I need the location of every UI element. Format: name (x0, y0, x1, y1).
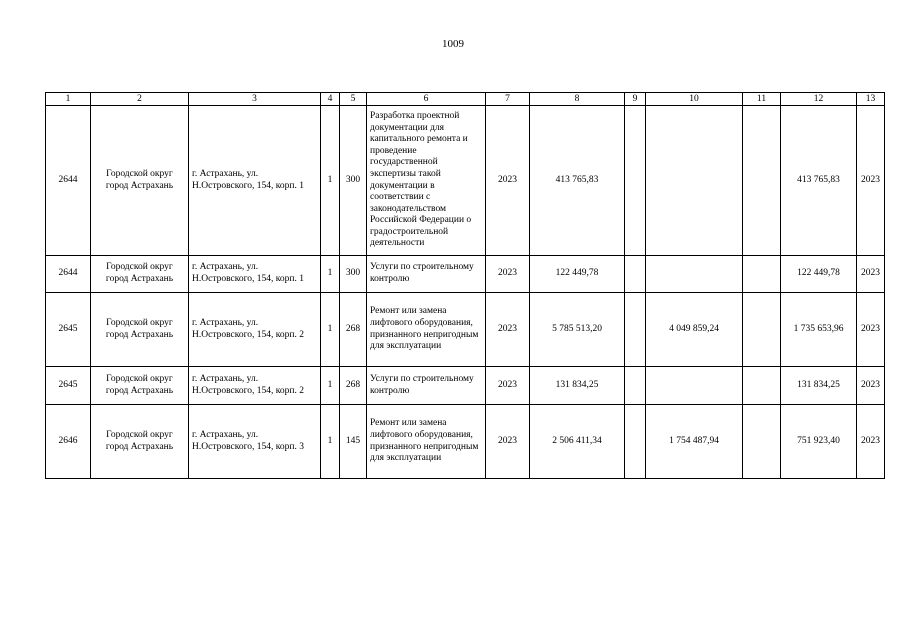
column-header: 9 (625, 93, 646, 106)
col10-cell (646, 256, 743, 293)
col11-cell (743, 405, 781, 479)
municipality-cell: Городской округ город Астрахань (91, 405, 189, 479)
address-cell: г. Астрахань, ул. Н.Островского, 154, корп. 3 (189, 405, 321, 479)
row-number: 2646 (46, 405, 91, 479)
col13-cell: 2023 (857, 106, 885, 256)
col11-cell (743, 367, 781, 405)
row-number: 2645 (46, 367, 91, 405)
col9-cell (625, 256, 646, 293)
col13-cell: 2023 (857, 405, 885, 479)
col13-cell: 2023 (857, 293, 885, 367)
col4-cell: 1 (321, 367, 340, 405)
col11-cell (743, 256, 781, 293)
row-number: 2644 (46, 106, 91, 256)
col11-cell (743, 106, 781, 256)
col13-cell: 2023 (857, 256, 885, 293)
col5-cell: 300 (340, 106, 367, 256)
table-row (46, 367, 885, 405)
work-type-cell: Услуги по строительному контролю (367, 367, 486, 405)
col12-cell: 122 449,78 (781, 256, 857, 293)
address-cell: г. Астрахань, ул. Н.Островского, 154, корп. 2 (189, 367, 321, 405)
col4-cell: 1 (321, 106, 340, 256)
total-cost-cell: 2 506 411,34 (530, 405, 625, 479)
row-number: 2644 (46, 256, 91, 293)
year-cell: 2023 (486, 405, 530, 479)
col9-cell (625, 293, 646, 367)
total-cost-cell: 131 834,25 (530, 367, 625, 405)
table-row (46, 256, 885, 293)
work-type-cell: Ремонт или замена лифтового оборудования, признанного непригодным для эксплуатации (367, 293, 486, 367)
row-number: 2645 (46, 293, 91, 367)
capital-repair-table (45, 92, 885, 479)
municipality-cell: Городской округ город Астрахань (91, 293, 189, 367)
column-header: 12 (781, 93, 857, 106)
municipality-cell: Городской округ город Астрахань (91, 367, 189, 405)
column-number-header-row (46, 93, 885, 106)
column-header: 1 (46, 93, 91, 106)
col5-cell: 268 (340, 293, 367, 367)
table-row (46, 106, 885, 256)
col12-cell: 413 765,83 (781, 106, 857, 256)
col12-cell: 751 923,40 (781, 405, 857, 479)
col4-cell: 1 (321, 405, 340, 479)
work-type-cell: Разработка проектной документации для капитального ремонта и проведение государственной экспертизы такой документации в соответствии с законодательством Российской Федерации о градостроительной деятельности (367, 106, 486, 256)
col5-cell: 300 (340, 256, 367, 293)
column-header: 11 (743, 93, 781, 106)
year-cell: 2023 (486, 106, 530, 256)
col12-cell: 1 735 653,96 (781, 293, 857, 367)
col10-cell (646, 106, 743, 256)
column-header: 6 (367, 93, 486, 106)
total-cost-cell: 5 785 513,20 (530, 293, 625, 367)
column-header: 3 (189, 93, 321, 106)
col11-cell (743, 293, 781, 367)
col9-cell (625, 367, 646, 405)
col9-cell (625, 405, 646, 479)
column-header: 7 (486, 93, 530, 106)
page-number: 1009 (442, 38, 464, 50)
col4-cell: 1 (321, 293, 340, 367)
year-cell: 2023 (486, 293, 530, 367)
address-cell: г. Астрахань, ул. Н.Островского, 154, корп. 2 (189, 293, 321, 367)
work-type-cell: Ремонт или замена лифтового оборудования, признанного непригодным для эксплуатации (367, 405, 486, 479)
municipality-cell: Городской округ город Астрахань (91, 106, 189, 256)
total-cost-cell: 413 765,83 (530, 106, 625, 256)
address-cell: г. Астрахань, ул. Н.Островского, 154, корп. 1 (189, 256, 321, 293)
year-cell: 2023 (486, 367, 530, 405)
col12-cell: 131 834,25 (781, 367, 857, 405)
col10-cell (646, 367, 743, 405)
col4-cell: 1 (321, 256, 340, 293)
municipality-cell: Городской округ город Астрахань (91, 256, 189, 293)
col10-cell: 4 049 859,24 (646, 293, 743, 367)
col5-cell: 145 (340, 405, 367, 479)
column-header: 2 (91, 93, 189, 106)
total-cost-cell: 122 449,78 (530, 256, 625, 293)
column-header: 10 (646, 93, 743, 106)
table-row (46, 293, 885, 367)
column-header: 8 (530, 93, 625, 106)
col10-cell: 1 754 487,94 (646, 405, 743, 479)
col5-cell: 268 (340, 367, 367, 405)
col13-cell: 2023 (857, 367, 885, 405)
column-header: 5 (340, 93, 367, 106)
year-cell: 2023 (486, 256, 530, 293)
column-header: 13 (857, 93, 885, 106)
column-header: 4 (321, 93, 340, 106)
table-row (46, 405, 885, 479)
work-type-cell: Услуги по строительному контролю (367, 256, 486, 293)
col9-cell (625, 106, 646, 256)
address-cell: г. Астрахань, ул. Н.Островского, 154, корп. 1 (189, 106, 321, 256)
